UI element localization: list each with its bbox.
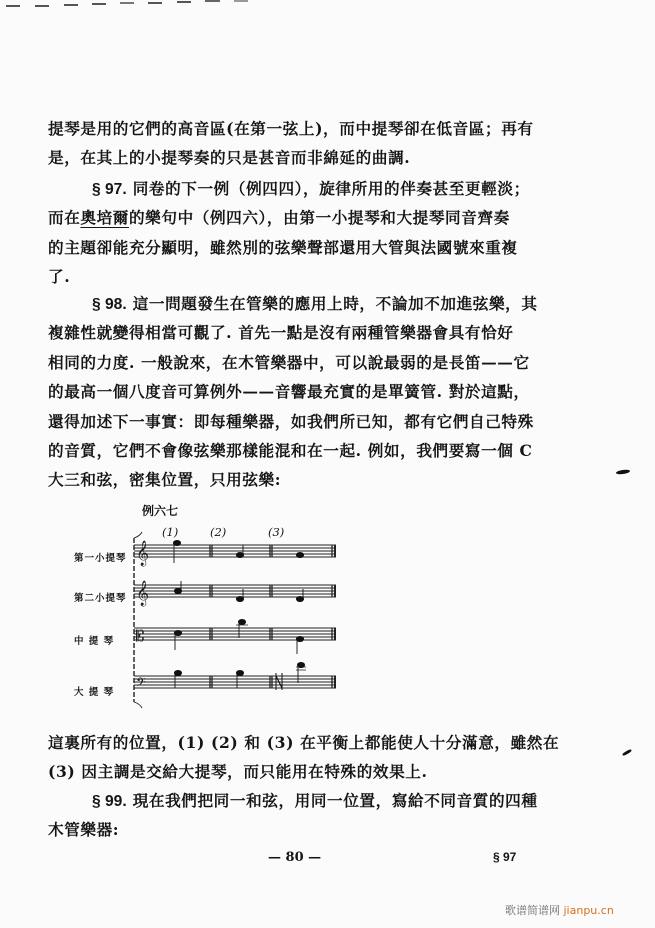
watermark xyxy=(505,902,614,918)
text-line: 大三和弦，密集位置，只用弦樂: xyxy=(48,470,282,490)
instrument-label-violin-2: 第二小提琴 xyxy=(74,593,127,604)
text-line: 的最高一個八度音可算例外——音響最充實的是單簧管. 對於這點， xyxy=(48,382,530,402)
watermark-cn: 歌谱简谱网 xyxy=(505,904,560,917)
text-line: 還得加述下一事實：即每種樂器，如我們所已知，都有它們自己特殊 xyxy=(48,411,534,431)
section-number: § 98. xyxy=(92,296,127,313)
music-example-67 xyxy=(60,490,360,720)
staff-violin-1 xyxy=(134,545,336,557)
footer-section-ref: § 97 xyxy=(493,850,517,864)
text-line: 這裏所有的位置，(1) (2) 和 (3) 在平衡上都能使人十分滿意，雖然在 xyxy=(48,733,560,752)
dash-mark xyxy=(64,4,78,6)
underlined-term: 奧培爾 xyxy=(80,208,129,228)
text-line: 的音質，它們不會像弦樂那樣能混和在一起. 例如，我們要寫一個 C xyxy=(48,440,533,460)
text-span: 的樂句中（例四六），由第一小提琴和大提琴同音齊奏 xyxy=(128,208,510,228)
section-99 xyxy=(48,786,568,845)
text-line xyxy=(48,289,568,318)
tenor-clef-icon: 𝄢 xyxy=(136,675,146,693)
text-span: 現在我們把同一和弦，用同一位置，寫給不同音質的四種 xyxy=(126,791,538,810)
dash-mark xyxy=(234,0,248,2)
instrument-label-violin-1: 第一小提琴 xyxy=(74,553,127,564)
text-line: 提琴是用的它們的高音區(在第一弦上)，而中提琴卻在低音區；再有 xyxy=(48,119,534,138)
text-line: 的主題卻能充分顯明，雖然別的弦樂聲部還用大管與法國號來重複 xyxy=(48,237,518,257)
staff-violin-2 xyxy=(134,585,336,597)
dash-mark xyxy=(6,5,20,7)
text-span: 這一問題發生在管樂的應用上時，不論加不加進弦樂，其 xyxy=(126,294,538,313)
text-line: 複雜性就變得相當可觀了. 首先一點是沒有兩種管樂器會具有恰好 xyxy=(48,323,514,343)
position-label-3: (3) xyxy=(268,525,285,539)
dash-mark xyxy=(120,2,134,4)
section-number: § 97. xyxy=(92,181,127,198)
section-98 xyxy=(48,289,568,495)
dash-mark xyxy=(35,5,49,7)
position-label-1: (1) xyxy=(162,525,179,539)
dash-mark xyxy=(177,1,191,3)
text-span: 同卷的下一例（例四四），旋律所用的伴奏甚至更輕淡； xyxy=(126,179,530,198)
text-line xyxy=(48,203,568,232)
paragraph-continued xyxy=(48,114,568,173)
ink-blot xyxy=(622,749,632,757)
example-title: 例六七 xyxy=(142,504,179,518)
text-span: 而在 xyxy=(48,208,81,228)
page-number: — 80 — xyxy=(268,850,322,865)
text-line: 了. xyxy=(48,267,71,287)
text-line xyxy=(48,174,568,203)
instrument-label-viola: 中 提 琴 xyxy=(74,636,115,647)
watermark-domain: jianpu.cn xyxy=(563,904,614,917)
top-border-marks xyxy=(0,0,655,12)
dash-mark xyxy=(205,0,220,2)
staff-cello xyxy=(134,676,336,688)
treble-clef-icon: 𝄞 xyxy=(136,541,150,566)
instrument-label-cello: 大 提 琴 xyxy=(74,687,115,698)
dash-mark xyxy=(92,3,106,5)
text-line: 木管樂器: xyxy=(48,820,120,840)
text-line: 是，在其上的小提琴奏的只是甚音而非綿延的曲調. xyxy=(48,148,411,168)
text-line: 相同的力度. 一般說來，在木管樂器中，可以說最弱的是長笛——它 xyxy=(48,352,530,372)
score-staves xyxy=(60,490,360,720)
paragraph-after-example xyxy=(48,728,568,787)
treble-clef-icon: 𝄞 xyxy=(136,581,150,606)
position-label-2: (2) xyxy=(210,525,227,539)
section-97 xyxy=(48,174,568,292)
text-line: (3) 因主調是交給大提琴，而只能用在特殊的效果上. xyxy=(48,762,428,782)
staff-viola xyxy=(134,628,336,640)
ink-blot xyxy=(616,469,630,475)
section-number: § 99. xyxy=(92,793,127,810)
dash-mark xyxy=(148,2,162,4)
alto-clef-icon: 𝄡 xyxy=(136,627,145,645)
text-line xyxy=(48,786,568,815)
